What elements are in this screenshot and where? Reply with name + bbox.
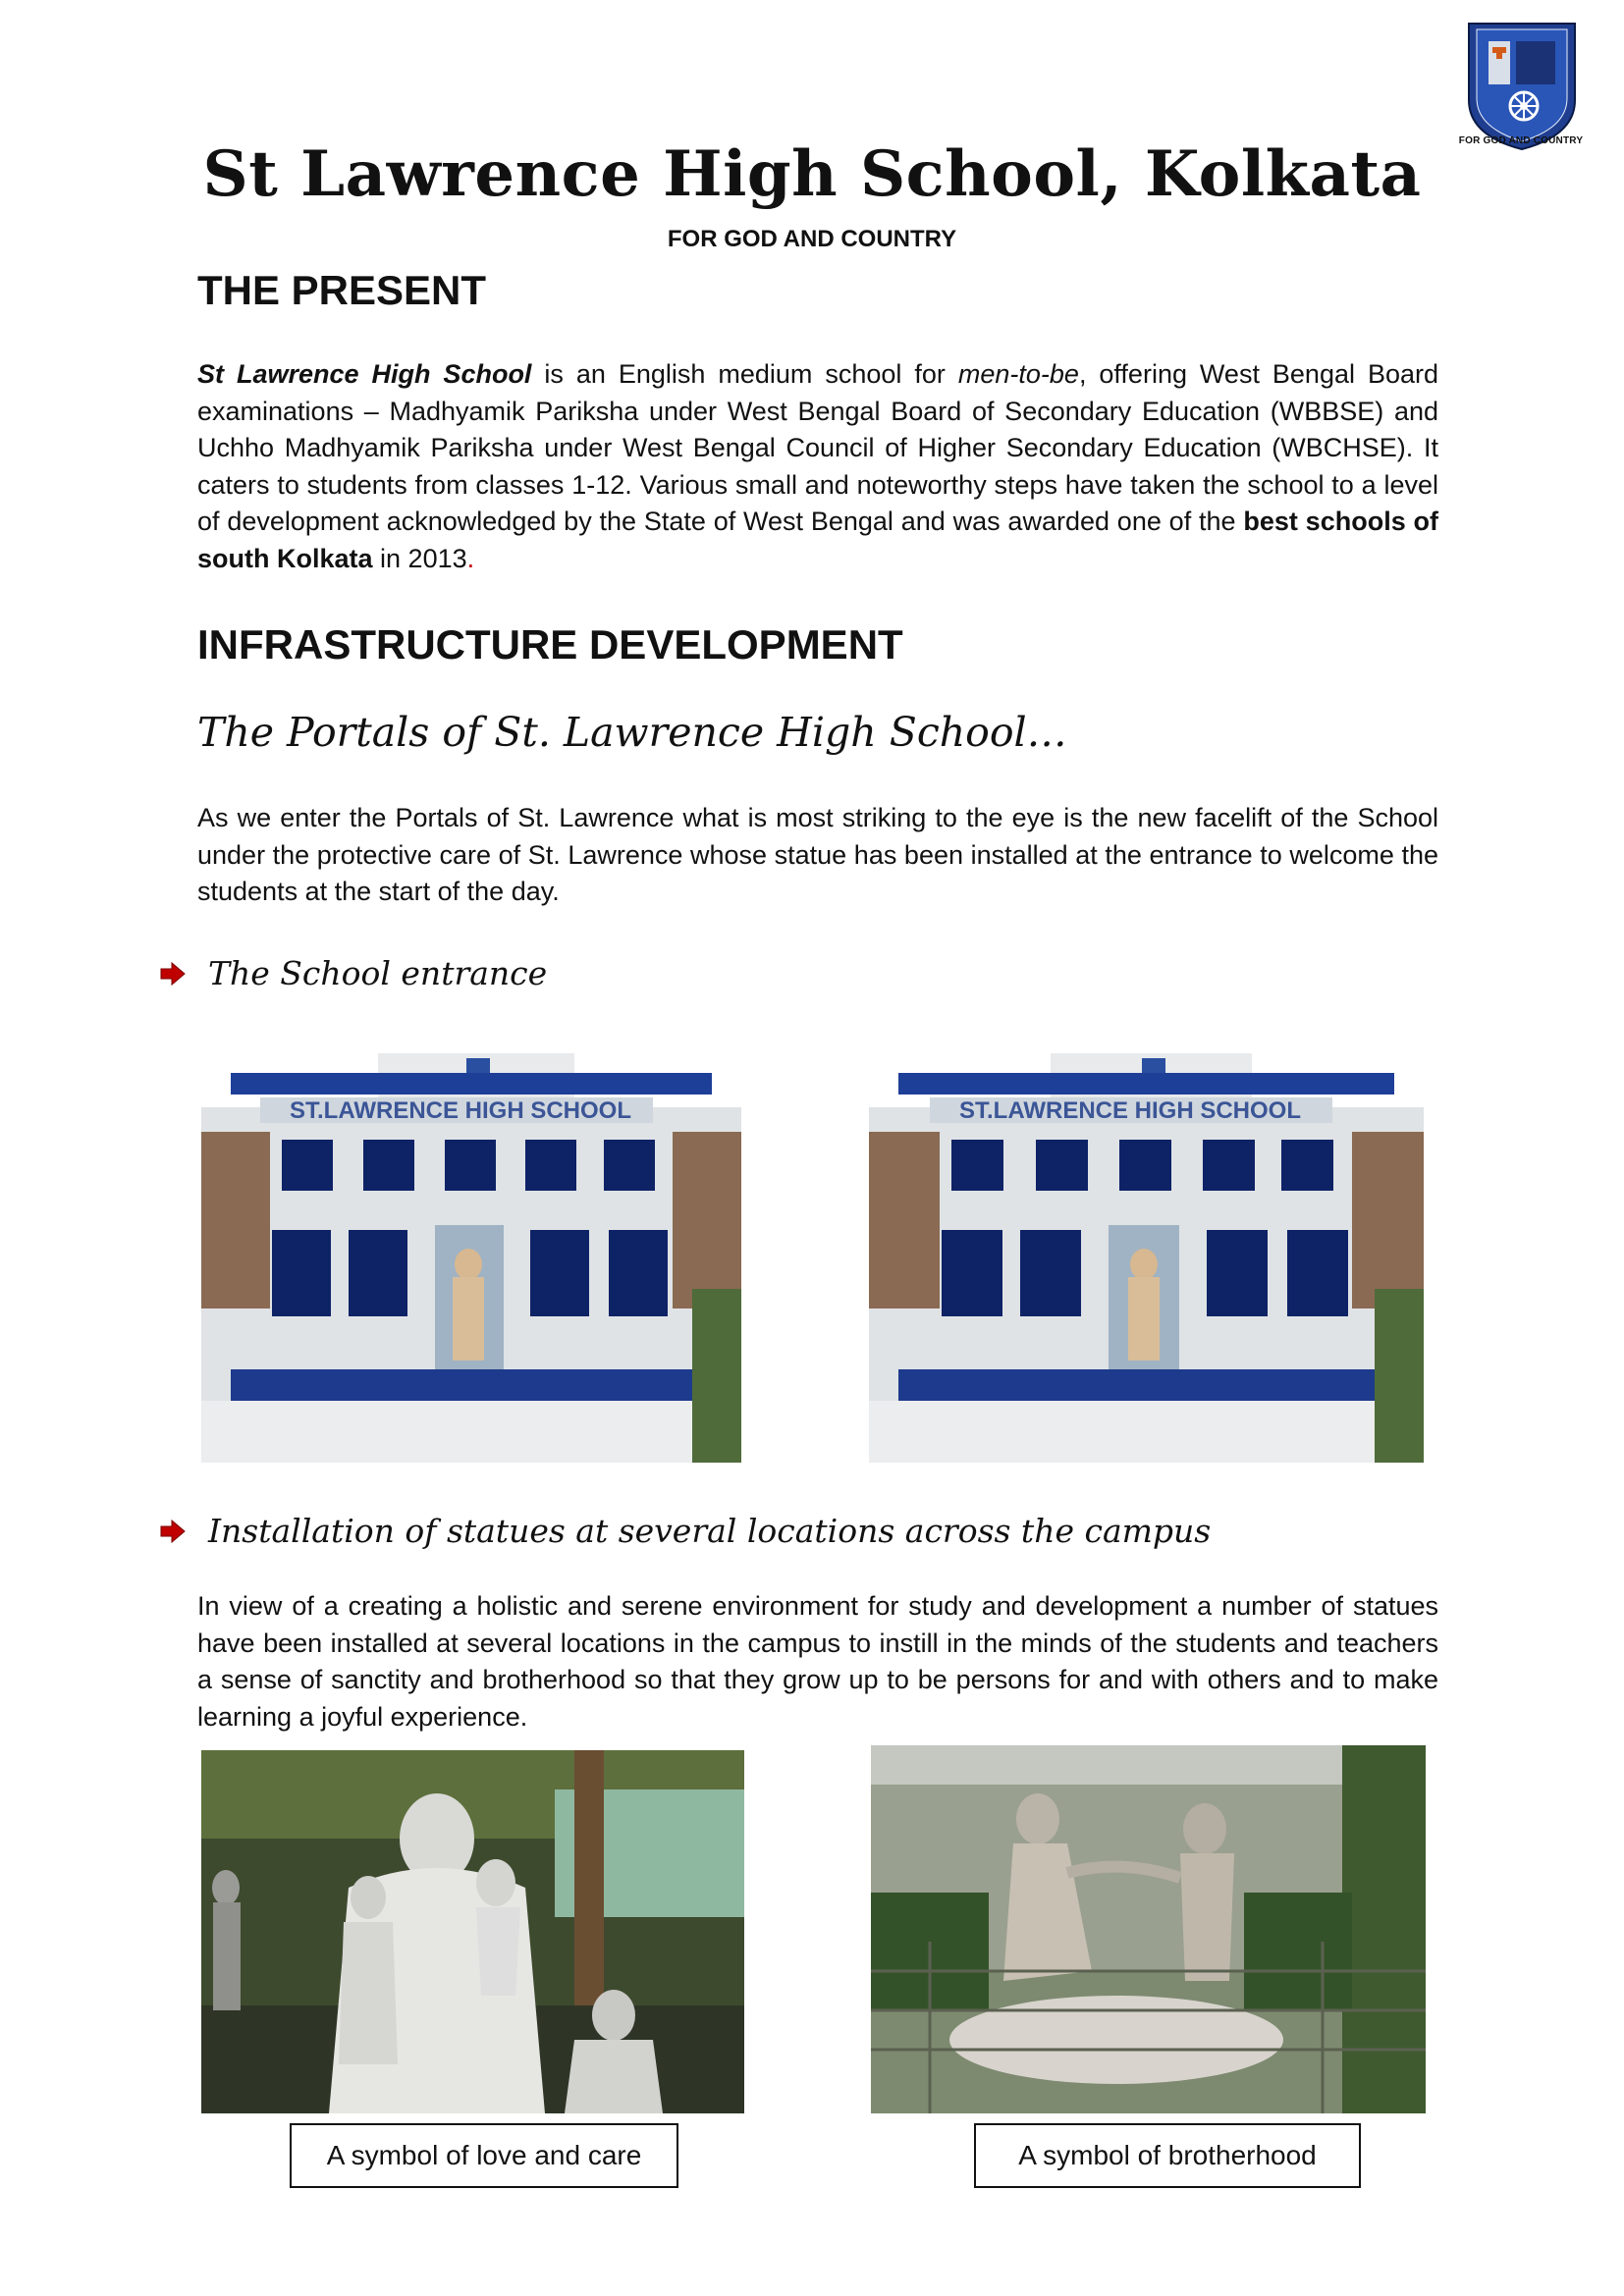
bullet-label: Installation of statues at several locations across the campus [208,1512,1212,1550]
present-text-2: , offering West Bengal Board examinations – Madhyamik Pariksha under West Bengal Board of Secondary Education (WBBSE) and Uchho Madhyamik Pariksha under West Bengal Council of Higher Secondary Education (WBCHSE). It caters to students from classes 1-12. Various small and noteworthy steps have taken the school to a level of development acknowledged by the State of West Bengal and was awarded one of the [197,359,1438,536]
school-crest-logo [1463,20,1581,152]
caption-brotherhood: A symbol of brotherhood [974,2123,1361,2188]
bullet-school-entrance [159,954,547,992]
section-heading-infrastructure: INFRASTRUCTURE DEVELOPMENT [197,621,903,667]
bullet-label: The School entrance [208,954,548,992]
school-entrance-photo-left [201,1053,741,1463]
school-title: St Lawrence High School, Kolkata [202,137,1422,211]
statue-brotherhood-photo [871,1745,1426,2113]
statue-love-and-care-photo [201,1750,744,2113]
present-paragraph [197,356,1438,577]
portals-heading: The Portals of St. Lawrence High School… [197,709,1067,756]
bullet-statues [159,1512,1211,1550]
crest-motto: FOR GOD AND COUNTRY [1458,135,1584,146]
school-name-bold: St Lawrence High School [197,359,532,389]
caption-love-and-care: A symbol of love and care [290,2123,678,2188]
present-period: . [466,543,475,573]
statues-paragraph: In view of a creating a holistic and serene environment for study and development a number of statues have been installed at several locations in the campus to instill in the minds of the students and teachers a sense of sanctity and brotherhood so that they grow up to be persons for and with others and to make learning a joyful experience. [197,1591,1438,1732]
section-heading-present: THE PRESENT [197,267,487,313]
school-entrance-photo-right [869,1053,1424,1463]
portals-paragraph: As we enter the Portals of St. Lawrence what is most striking to the eye is the new facelift of the School under the protective care of St. Lawrence whose statue has been installed at the entrance to welcome the students at the start of the day. [197,803,1438,906]
present-text-1: is an English medium school for [531,359,958,389]
red-arrow-bullet-icon [159,1519,187,1544]
building-sign: ST.LAWRENCE HIGH SCHOOL [290,1097,632,1124]
present-text-3: in 2013 [372,543,467,573]
red-arrow-bullet-icon [159,961,187,987]
men-to-be-text: men-to-be [957,359,1079,389]
building-sign: ST.LAWRENCE HIGH SCHOOL [959,1097,1302,1124]
best-schools-text: best schools of south Kolkata [197,507,1439,573]
school-motto: FOR GOD AND COUNTRY [667,226,957,252]
